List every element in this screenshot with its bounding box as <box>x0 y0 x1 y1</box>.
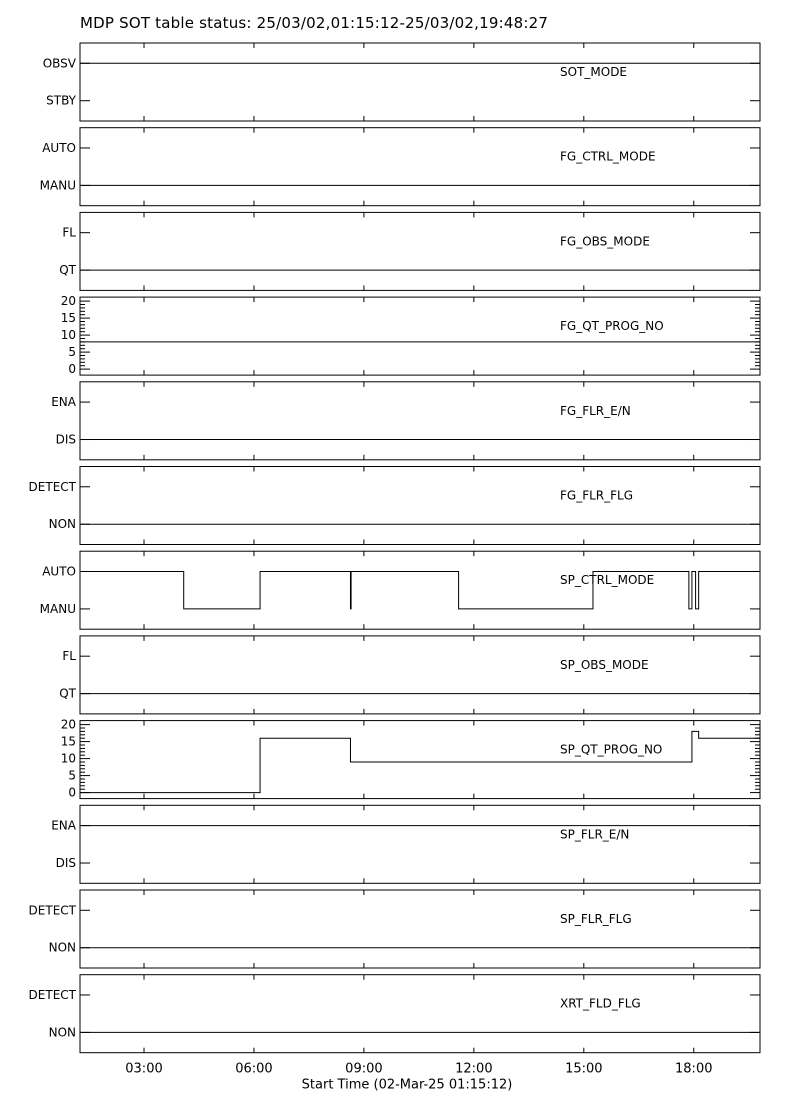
y-tick-label-fg-flr-e-n: DIS <box>55 432 76 447</box>
panel-frame-sp-flr-flg <box>80 890 760 968</box>
panel-frame-sp-flr-e-n <box>80 805 760 883</box>
panel-label-fg-qt-prog-no: FG_QT_PROG_NO <box>560 319 664 334</box>
y-tick-label-fg-flr-flg: NON <box>48 517 76 532</box>
y-tick-label-sp-flr-e-n: DIS <box>55 856 76 871</box>
panel-frame-sp-qt-prog-no <box>80 721 760 799</box>
panel-label-sp-flr-e-n: SP_FLR_E/N <box>560 827 630 842</box>
y-tick-label-sp-flr-e-n: ENA <box>51 818 76 833</box>
panel-frame-sot-mode <box>80 43 760 121</box>
panel-label-fg-flr-flg: FG_FLR_FLG <box>560 488 634 503</box>
y-tick-label-sp-flr-flg: NON <box>48 940 76 955</box>
panel-frame-sp-obs-mode <box>80 636 760 714</box>
y-tick-label-fg-qt-prog-no: 10 <box>60 328 76 343</box>
y-tick-label-sp-ctrl-mode: MANU <box>39 601 76 616</box>
y-tick-label-fg-flr-flg: DETECT <box>28 479 76 494</box>
y-tick-label-sp-ctrl-mode: AUTO <box>42 564 76 579</box>
y-tick-label-fg-qt-prog-no: 20 <box>60 294 76 309</box>
y-tick-label-fg-qt-prog-no: 5 <box>68 345 76 360</box>
panel-frame-xrt-fld-flg <box>80 975 760 1053</box>
panel-label-fg-flr-e-n: FG_FLR_E/N <box>560 403 631 418</box>
y-tick-label-fg-flr-e-n: ENA <box>51 395 76 410</box>
panel-label-sot-mode: SOT_MODE <box>560 65 628 79</box>
y-tick-label-sot-mode: OBSV <box>42 56 76 71</box>
panel-frame-fg-flr-e-n <box>80 382 760 460</box>
x-tick-label: 18:00 <box>675 1061 713 1077</box>
y-tick-label-xrt-fld-flg: NON <box>48 1025 76 1040</box>
panel-label-sp-qt-prog-no: SP_QT_PROG_NO <box>560 742 663 757</box>
x-tick-label: 03:00 <box>125 1061 163 1077</box>
y-tick-label-sot-mode: STBY <box>46 93 76 108</box>
x-tick-label: 12:00 <box>455 1061 493 1077</box>
y-tick-label-sp-qt-prog-no: 15 <box>60 734 76 749</box>
y-tick-label-fg-obs-mode: QT <box>59 263 76 278</box>
panel-label-xrt-fld-flg: XRT_FLD_FLG <box>560 996 641 1011</box>
panel-frame-fg-obs-mode <box>80 212 760 290</box>
y-tick-label-sp-obs-mode: QT <box>59 686 76 701</box>
y-tick-label-sp-qt-prog-no: 10 <box>60 751 76 766</box>
y-tick-label-sp-qt-prog-no: 20 <box>60 717 76 732</box>
y-tick-label-xrt-fld-flg: DETECT <box>28 987 76 1002</box>
panel-label-fg-ctrl-mode: FG_CTRL_MODE <box>560 149 656 164</box>
y-tick-label-fg-ctrl-mode: AUTO <box>42 140 76 155</box>
page-title: MDP SOT table status: 25/03/02,01:15:12-25/03/02,19:48:27 <box>80 14 549 32</box>
series-line-sp-qt-prog-no <box>80 731 760 792</box>
y-tick-label-fg-qt-prog-no: 0 <box>68 362 76 377</box>
panel-frame-fg-ctrl-mode <box>80 128 760 206</box>
x-axis-label: Start Time (02-Mar-25 01:15:12) <box>301 1077 513 1093</box>
panel-frame-fg-flr-flg <box>80 467 760 545</box>
x-tick-label: 15:00 <box>565 1061 603 1077</box>
y-tick-label-sp-flr-flg: DETECT <box>28 903 76 918</box>
panel-frame-sp-ctrl-mode <box>80 551 760 629</box>
panel-frame-fg-qt-prog-no <box>80 297 760 375</box>
series-line-sp-ctrl-mode <box>80 571 760 608</box>
panel-label-sp-ctrl-mode: SP_CTRL_MODE <box>560 573 655 588</box>
panel-label-fg-obs-mode: FG_OBS_MODE <box>560 234 650 249</box>
x-tick-label: 06:00 <box>235 1061 273 1077</box>
y-tick-label-fg-ctrl-mode: MANU <box>39 178 76 193</box>
y-tick-label-sp-qt-prog-no: 0 <box>68 785 76 800</box>
y-tick-label-sp-obs-mode: FL <box>62 649 76 664</box>
panel-label-sp-flr-flg: SP_FLR_FLG <box>560 912 632 926</box>
y-tick-label-fg-qt-prog-no: 15 <box>60 311 76 326</box>
panel-label-sp-obs-mode: SP_OBS_MODE <box>560 657 649 672</box>
x-tick-label: 09:00 <box>345 1061 383 1077</box>
y-tick-label-fg-obs-mode: FL <box>62 225 76 240</box>
y-tick-label-sp-qt-prog-no: 5 <box>68 768 76 783</box>
